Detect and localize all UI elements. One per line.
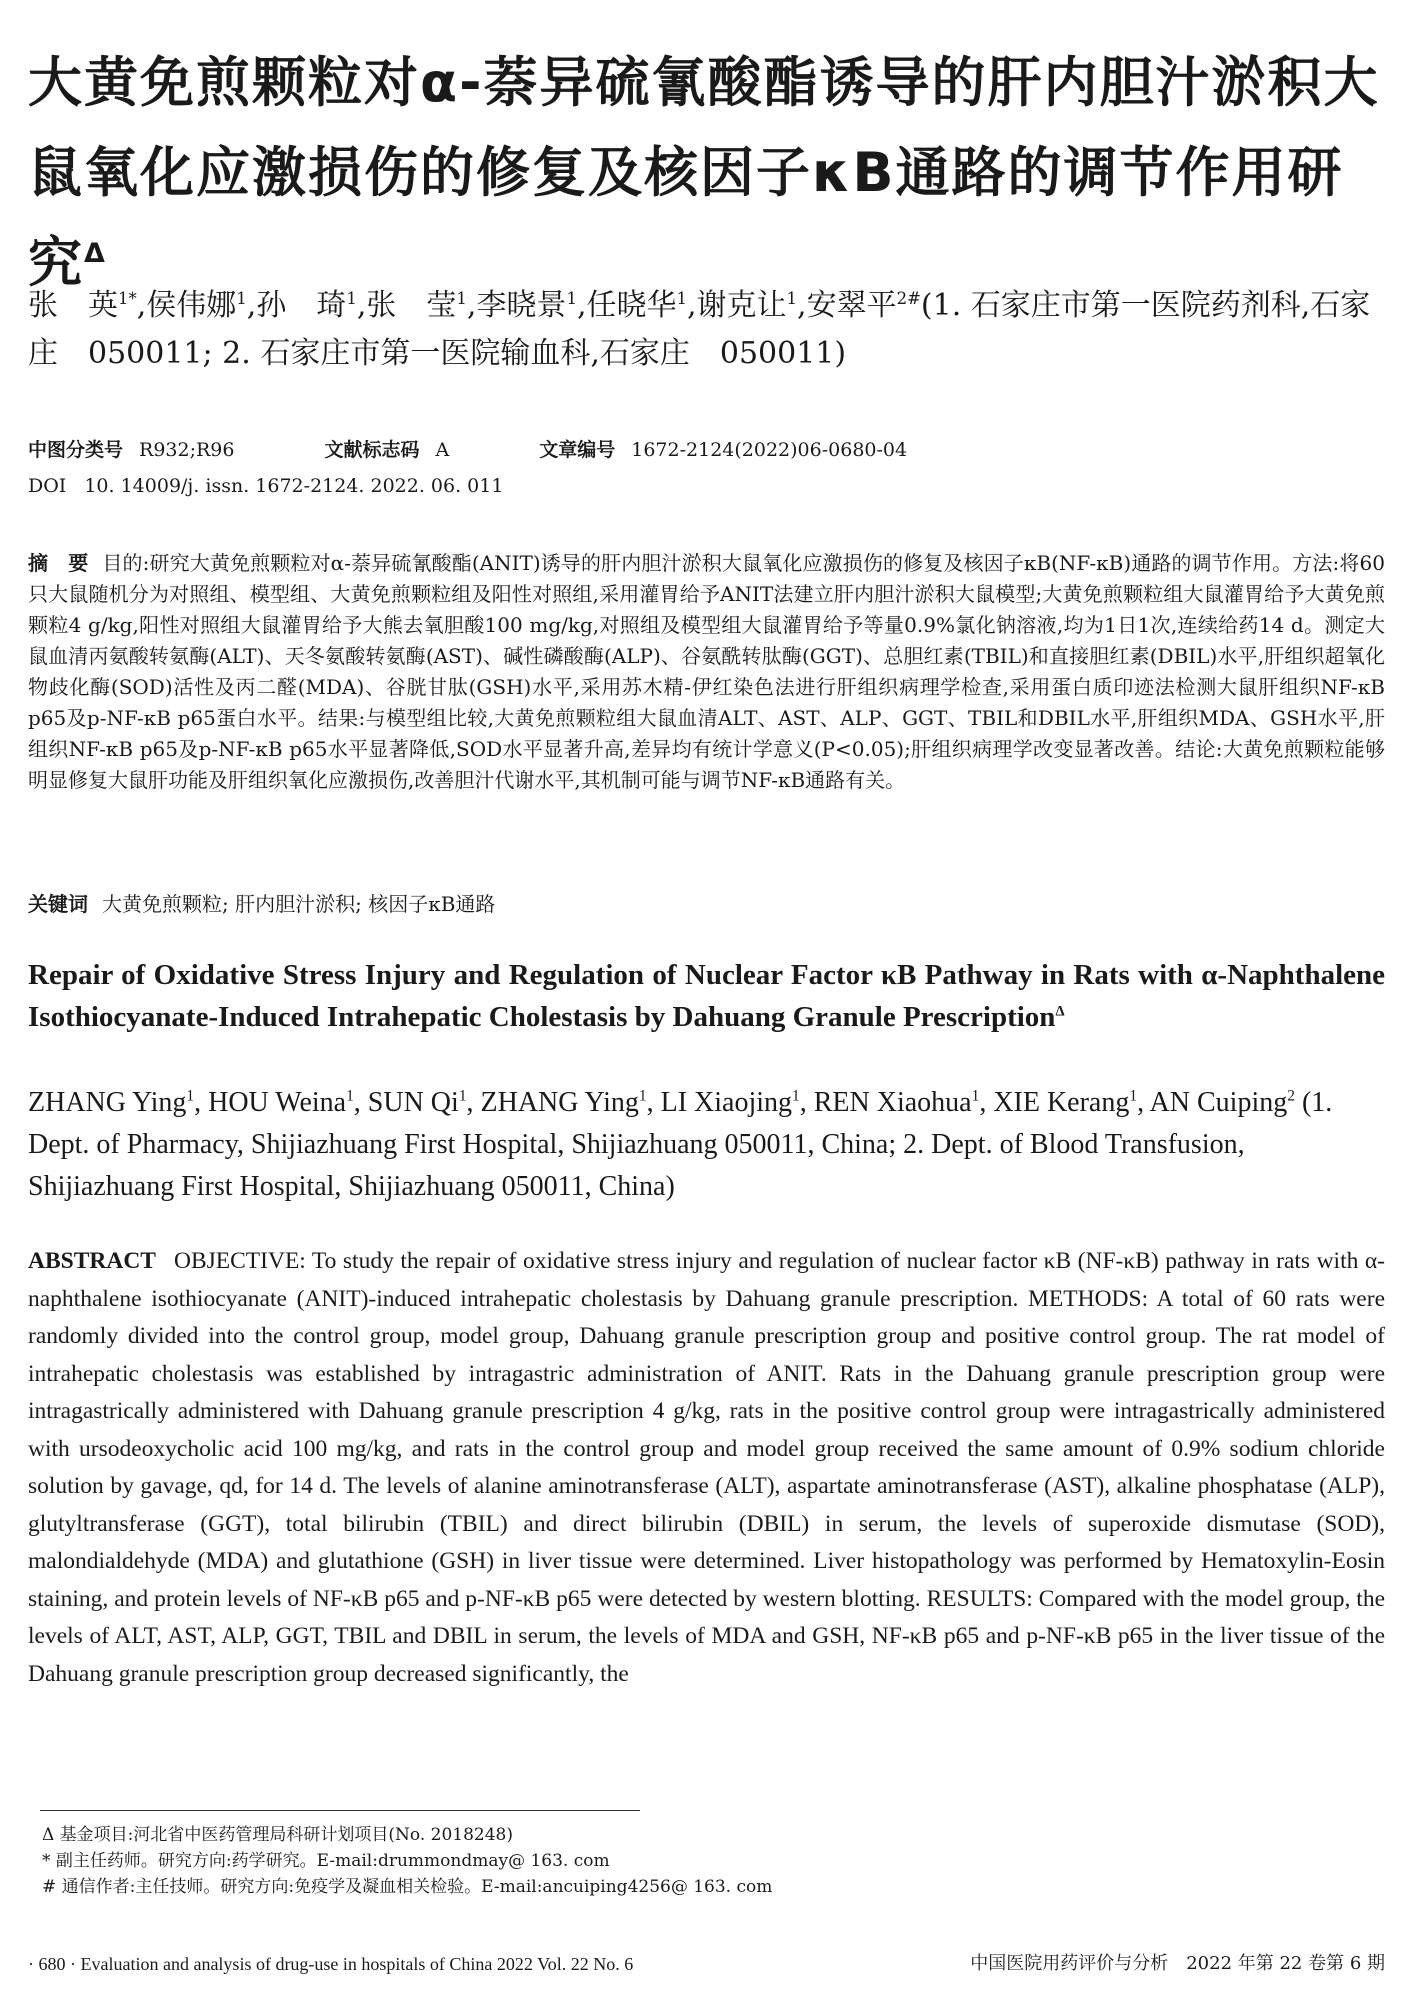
author-affiliation-mark: 1 [346,1087,354,1105]
author-affiliation-mark: 1 [236,289,247,308]
doi-label: DOI [28,475,67,497]
english-abstract-text: OBJECTIVE: To study the repair of oxidative stress injury and regulation of nuclear factor κB (NF-κB) pathway in rats with α-naphthalene isothiocyanate (ANIT)-induced intrahepatic cholestasis by Dahuang granule prescription. METHODS: A total of 60 rats were randomly divided into the control group, model group, Dahuang granule prescription group and positive control group. The rat model of intrahepatic cholestasis was established by intragastric administration of ANIT. Rats in the Dahuang granule prescription group were intragastrically administered with Dahuang granule prescription 4 g/kg, rats in the positive control group were intragastrically administered with ursodeoxycholic acid 100 mg/kg, and rats in the control group and model group received the same amount of 0.9% sodium chloride solution by gavage, qd, for 14 d. The levels of alanine aminotransferase (ALT), aspartate aminotransferase (AST), alkaline phosphatase (ALP), glutyltransferase (GGT), total bilirubin (TBIL) and direct bilirubin (DBIL) in serum, the levels of superoxide dismutase (SOD), malondialdehyde (MDA) and glutathione (GSH) in liver tissue were determined. Liver histopathology was performed by Hematoxylin-Eosin staining, and protein levels of NF-κB p65 and p-NF-κB p65 were detected by western blotting. RESULTS: Compared with the model group, the levels of ALT, AST, ALP, GGT, TBIL and DBIL in serum, the levels of MDA and GSH, NF-κB p65 and p-NF-κB p65 in the liver tissue of the Dahuang granule prescription group decreased significantly, the [28,1248,1385,1687]
author-affiliation-mark: 1 [566,289,577,308]
doi-line [28,469,503,503]
author-name: 安翠平 [806,288,897,323]
chinese-author [366,288,467,323]
author-affiliation-mark: 1* [118,289,137,308]
chinese-author [586,288,687,323]
clc-label: 中图分类号 [28,439,124,461]
footnote-funding: Δ 基金项目:河北省中医药管理局科研计划项目(No. 2018248) [42,1825,514,1845]
chinese-abstract-text: 目的:研究大黄免煎颗粒对α-萘异硫氰酸酯(ANIT)诱导的肝内胆汁淤积大鼠氧化应激损伤的修复及核因子κB(NF-κB)通路的调节作用。方法:将60只大鼠随机分为对照组、模型组、大黄免煎颗粒组及阳性对照组,采用灌胃给予ANIT法建立肝内胆汁淤积大鼠模型;大黄免煎颗粒组大鼠灌胃给予大黄免煎颗粒4 g/kg,阳性对照组大鼠灌胃给予大熊去氧胆酸100 mg/kg,对照组及模型组大鼠灌胃给予等量0.9%氯化钠溶液,均为1日1次,连续给药14 d。测定大鼠血清丙氨酸转氨酶(ALT)、天冬氨酸转氨酶(AST)、碱性磷酸酶(ALP)、谷氨酰转肽酶(GGT)、总胆红素(TBIL)和直接胆红素(DBIL)水平,肝组织超氧化物歧化酶(SOD)活性及丙二醛(MDA)、谷胱甘肽(GSH)水平,采用苏木精-伊红染色法进行肝组织病理学检查,采用蛋白质印迹法检测大鼠肝组织NF-κB p65及p-NF-κB p65蛋白水平。结果:与模型组比较,大黄免煎颗粒组大鼠血清ALT、AST、ALP、GGT、TBIL和DBIL水平,肝组织MDA、GSH水平,肝组织NF-κB p65及p-NF-κB p65水平显著降低,SOD水平显著升高,差异均有统计学意义(P<0.05);肝组织病理学改变显著改善。结论:大黄免煎颗粒能够明显修复大鼠肝功能及肝组织氧化应激损伤,改善胆汁代谢水平,其机制可能与调节NF-κB通路有关。 [28,551,1385,792]
author-name: 李晓景 [476,288,567,323]
chinese-title-text: 大黄免煎颗粒对α-萘异硫氰酸酯诱导的肝内胆汁淤积大鼠氧化应激损伤的修复及核因子κB通路的调节作用研究 [28,51,1380,294]
english-author [368,1087,467,1118]
author-name: 张 英 [28,288,118,323]
article-number-label: 文章编号 [539,439,616,461]
author-name: ZHANG Ying [480,1087,639,1118]
clc-value: R932;R96 [139,439,235,461]
chinese-affiliations: (1. 石家庄市第一医院药剂科,石家庄 050011; 2. 石家庄市第一医院输血科,石家庄 050011) [28,288,1371,371]
english-title [28,954,1385,1038]
author-affiliation-mark: 2# [896,289,921,308]
author-affiliation-mark: 1 [676,289,687,308]
author-name: LI Xiaojing [660,1087,793,1118]
chinese-keywords-text: 大黄免煎颗粒; 肝内胆汁淤积; 核因子κB通路 [102,892,496,916]
author-name: HOU Weina [208,1087,347,1118]
chinese-author [256,288,357,323]
footer-journal-english: · 680 · Evaluation and analysis of drug-use in hospitals of China 2022 Vol. 22 No. 6 [28,1954,634,1974]
english-affiliations: (1. Dept. of Pharmacy, Shijiazhuang First Hospital, Shijiazhuang 050011, China; 2. Dept. of Blood Transfusion, Shijiazhuang First Hospital, Shijiazhuang 050011, China) [28,1087,1333,1202]
english-title-fund-mark: Δ [1055,1003,1065,1020]
author-affiliation-mark: 1 [971,1087,980,1105]
chinese-author [697,288,798,323]
author-name: 张 莹 [366,288,457,323]
article-number-value: 1672-2124(2022)06-0680-04 [631,439,908,461]
document-code-value: A [435,439,450,461]
author-affiliation-mark: 2 [1287,1087,1295,1105]
footnote-first-author: * 副主任药师。研究方向:药学研究。E-mail:drummondmay@ 163. com [42,1851,610,1871]
author-name: AN Cuiping [1149,1087,1288,1118]
author-name: 任晓华 [586,288,677,323]
english-author [814,1087,980,1118]
author-affiliation-mark: 1 [186,1087,195,1105]
footnote-corresponding-author: # 通信作者:主任技师。研究方向:免疫学及凝血相关检验。E-mail:ancuiping4256@ 163. com [42,1877,773,1897]
english-title-text: Repair of Oxidative Stress Injury and Regulation of Nuclear Factor κB Pathway in Rats with α-Naphthalene Isothiocyanate-Induced Intrahepatic Cholestasis by Dahuang Granule Prescription [28,959,1385,1033]
author-name: SUN Qi [367,1087,459,1118]
chinese-authors-block: 张 英$^{1*}$,侯伟娜$^1$,孙 琦$^1$,张 莹$^1$,李晓景$^1$,任晓华$^1$,谢克让$^1$,安翠平$^{2\#}$(1. 石家庄市第一医院药剂科,石家庄 050011; 2. 石家庄市第一医院输血科,石家庄 050011) [28,288,1371,371]
author-affiliation-mark: 1 [638,1087,647,1105]
english-author [661,1087,800,1118]
chinese-title [28,38,1385,308]
author-affiliation-mark: 1 [786,289,798,308]
doi-value: 10. 14009/j. issn. 1672-2124. 2022. 06. 011 [84,475,504,497]
author-name: 侯伟娜 [146,288,237,323]
author-affiliation-mark: 1 [792,1087,800,1105]
author-name: XIE Kerang [993,1087,1130,1118]
author-name: 谢克让 [696,288,787,323]
author-affiliation-mark: 1 [1129,1087,1138,1105]
chinese-abstract-label: 摘 要 [28,551,89,575]
chinese-keywords-label: 关键词 [28,892,88,916]
author-name: 孙 琦 [256,288,347,323]
english-author [1150,1087,1295,1118]
english-authors-block: ZHANG Ying$^1$, HOU Weina$^1$, SUN Qi$^1$, ZHANG Ying$^1$, LI Xiaojing$^1$, REN Xiaohua$^1$, XIE Kerang$^1$, AN Cuiping$^2$ (1. Dept. of Pharmacy, Shijiazhuang First Hospital, Shijiazhuang 050011, China; 2. Dept. of Blood Transfusion, Shijiazhuang First Hospital, Shijiazhuang 050011, China) [28,1087,1333,1202]
english-author [481,1087,647,1118]
footer-journal-chinese: 中国医院用药评价与分析 2022 年第 22 卷第 6 期 [970,1953,1385,1974]
english-author [28,1087,194,1118]
chinese-keywords [28,888,495,920]
chinese-author [476,288,577,323]
document-code-label: 文献标志码 [324,439,420,461]
author-name: ZHANG Ying [28,1087,187,1118]
footnote-divider [40,1810,640,1811]
english-author [208,1087,354,1118]
english-abstract [28,1243,1385,1693]
footnotes [42,1822,772,1900]
english-abstract-label: ABSTRACT [28,1248,156,1274]
chinese-author [146,288,247,323]
english-author [993,1087,1137,1118]
chinese-title-fund-mark: Δ [84,238,107,269]
classification-line [28,433,1385,467]
author-affiliation-mark: 1 [456,289,467,308]
author-affiliation-mark: 1 [458,1087,467,1105]
author-affiliation-mark: 1 [346,289,357,308]
author-name: REN Xiaohua [813,1087,972,1118]
chinese-abstract [28,548,1385,796]
chinese-author [28,288,137,323]
chinese-author [807,288,921,323]
